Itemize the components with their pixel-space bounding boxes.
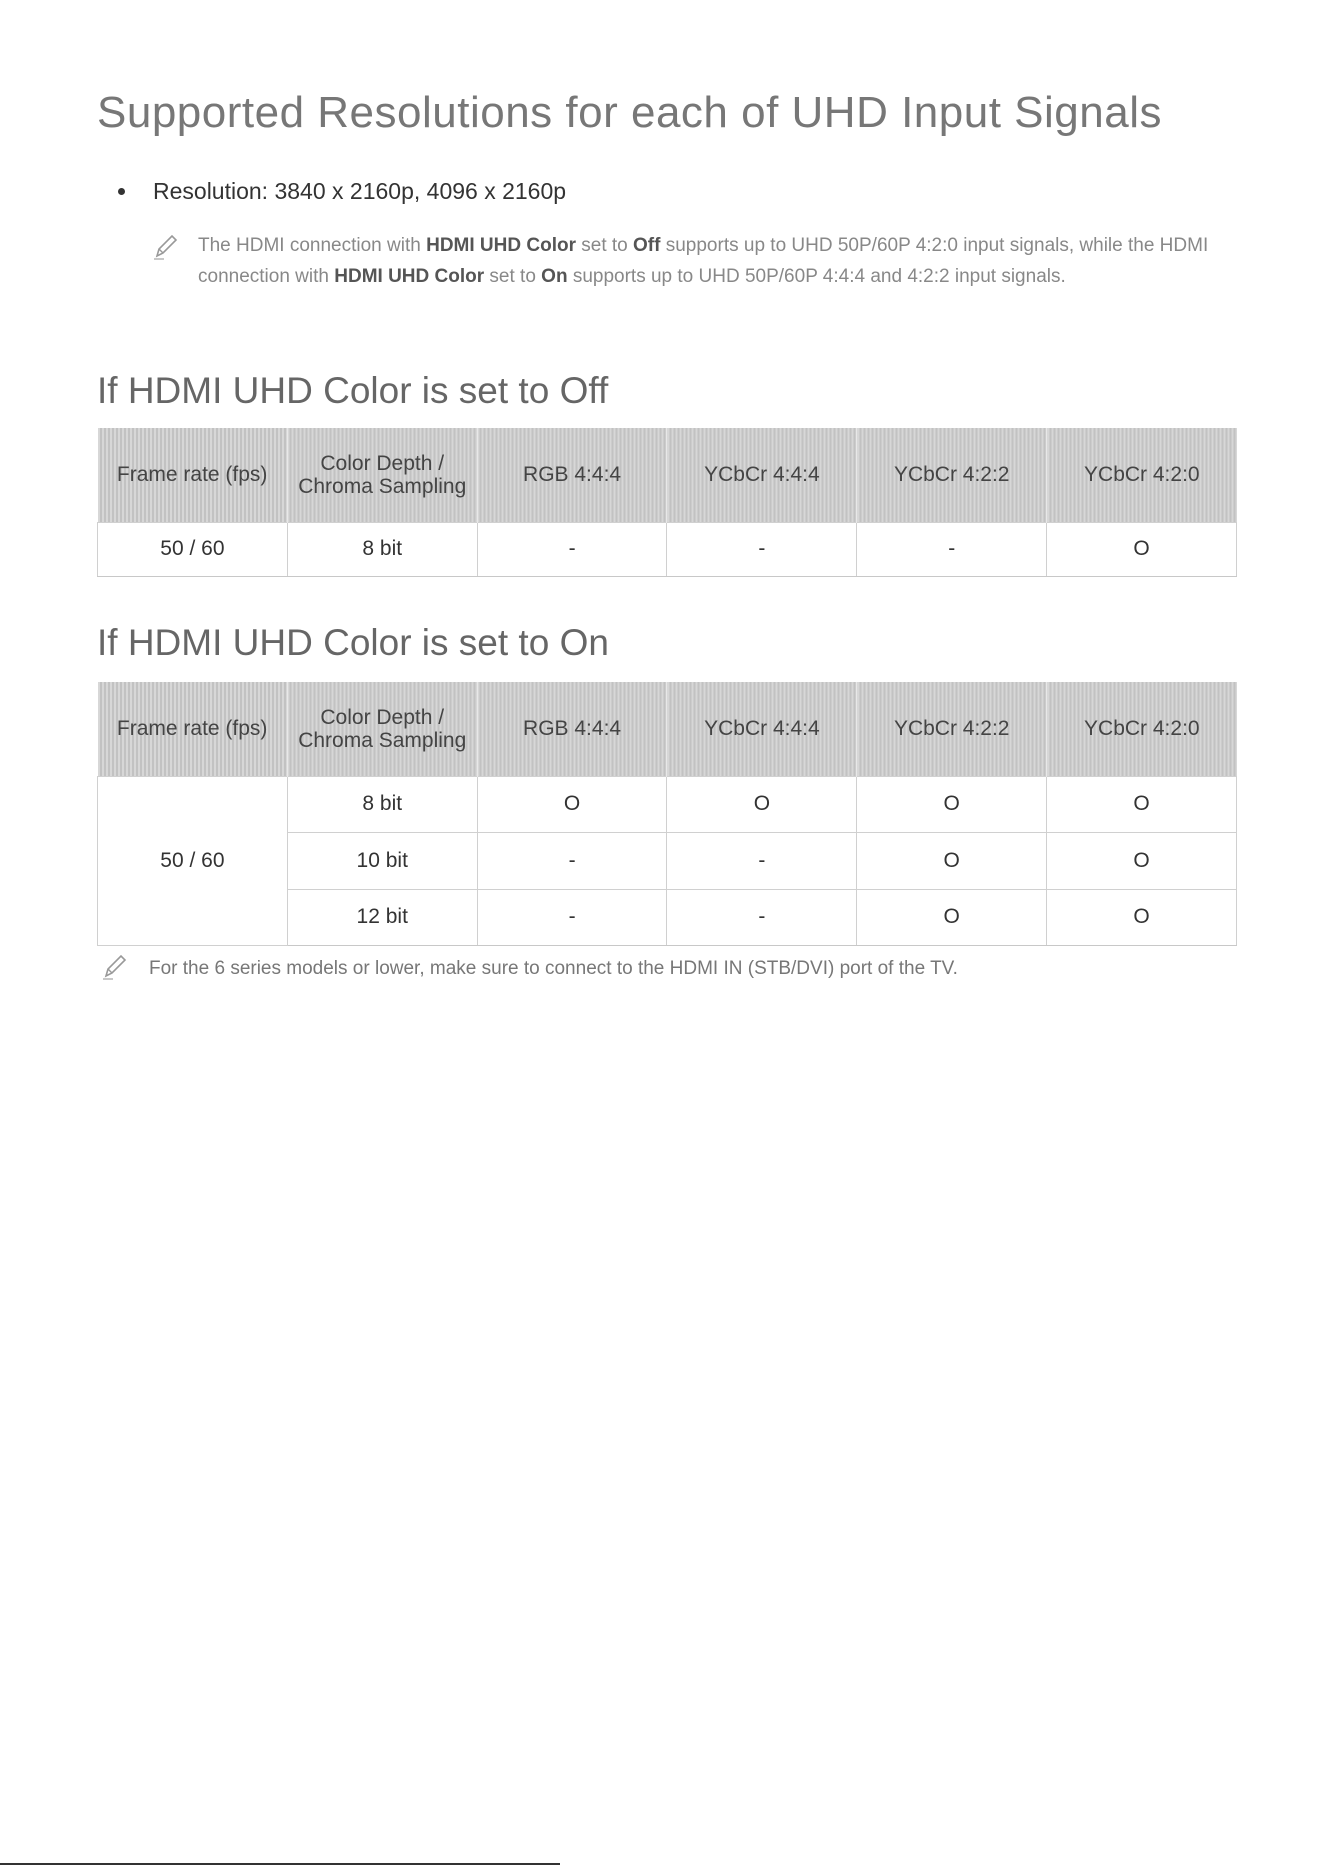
section-title-on: If HDMI UHD Color is set to On — [97, 622, 609, 663]
cell-ycbcr-422: O — [857, 776, 1047, 832]
note-bold-setting: HDMI UHD Color — [426, 235, 576, 256]
cell-rgb-444: - — [477, 832, 667, 889]
note-bold-off: Off — [633, 235, 661, 256]
cell-rgb-444: O — [477, 776, 667, 832]
page-bottom-rule — [0, 1863, 560, 1865]
pencil-note-icon — [150, 232, 180, 262]
series-footnote — [97, 958, 1237, 980]
resolution-value: 3840 x 2160p, 4096 x 2160p — [274, 178, 567, 204]
cell-ycbcr-420: O — [1047, 889, 1237, 945]
cell-ycbcr-420: O — [1047, 832, 1237, 889]
header-rgb-444: RGB 4:4:4 — [477, 428, 667, 522]
table-uhd-color-off — [97, 428, 1237, 577]
resolution-label: Resolution: — [153, 178, 269, 204]
resolution-bullet — [118, 178, 566, 205]
header-frame-rate: Frame rate (fps) — [98, 682, 288, 776]
bullet-dot-icon — [118, 188, 125, 195]
note-bold-setting: HDMI UHD Color — [334, 266, 485, 287]
cell-rgb-444: - — [477, 889, 667, 945]
header-ycbcr-444: YCbCr 4:4:4 — [667, 682, 857, 776]
header-color-depth: Color Depth / Chroma Sampling — [287, 682, 477, 776]
header-ycbcr-420: YCbCr 4:2:0 — [1047, 428, 1237, 522]
cell-ycbcr-444: - — [667, 889, 857, 945]
table-uhd-color-on — [97, 682, 1237, 946]
cell-color-depth: 12 bit — [287, 889, 477, 945]
header-ycbcr-422: YCbCr 4:2:2 — [857, 682, 1047, 776]
cell-ycbcr-444: - — [667, 832, 857, 889]
table-header-row — [98, 428, 1237, 522]
note-bold-on: On — [541, 266, 568, 287]
cell-ycbcr-420: O — [1047, 522, 1237, 576]
table-row — [98, 522, 1237, 576]
header-color-depth: Color Depth / Chroma Sampling — [287, 428, 477, 522]
section-title-off: If HDMI UHD Color is set to Off — [97, 370, 609, 411]
cell-ycbcr-422: - — [857, 522, 1047, 576]
header-ycbcr-444: YCbCr 4:4:4 — [667, 428, 857, 522]
page-title: Supported Resolutions for each of UHD Input Signals — [97, 88, 1162, 137]
header-frame-rate: Frame rate (fps) — [98, 428, 288, 522]
table-row — [98, 776, 1237, 832]
header-ycbcr-422: YCbCr 4:2:2 — [857, 428, 1047, 522]
table-header-row — [98, 682, 1237, 776]
cell-frame-rate: 50 / 60 — [98, 522, 288, 576]
cell-ycbcr-444: O — [667, 776, 857, 832]
pencil-note-icon — [99, 952, 129, 982]
cell-frame-rate: 50 / 60 — [98, 776, 288, 945]
cell-ycbcr-420: O — [1047, 776, 1237, 832]
header-ycbcr-420: YCbCr 4:2:0 — [1047, 682, 1237, 776]
cell-ycbcr-422: O — [857, 832, 1047, 889]
cell-ycbcr-422: O — [857, 889, 1047, 945]
cell-ycbcr-444: - — [667, 522, 857, 576]
cell-rgb-444: - — [477, 522, 667, 576]
header-rgb-444: RGB 4:4:4 — [477, 682, 667, 776]
cell-color-depth: 8 bit — [287, 522, 477, 576]
note-text: The HDMI connection with HDMI UHD Color set to Off supports up to UHD 50P/60P 4:2:0 input signals, while the HDMI connection with HDMI UHD Color set to On supports up to UHD 50P/60P 4:4:4 and 4:2:2 input signals. — [198, 235, 1209, 287]
footnote-text: For the 6 series models or lower, make sure to connect to the HDMI IN (STB/DVI) port of the TV. — [149, 958, 958, 979]
cell-color-depth: 10 bit — [287, 832, 477, 889]
hdmi-color-note — [150, 230, 1240, 292]
cell-color-depth: 8 bit — [287, 776, 477, 832]
